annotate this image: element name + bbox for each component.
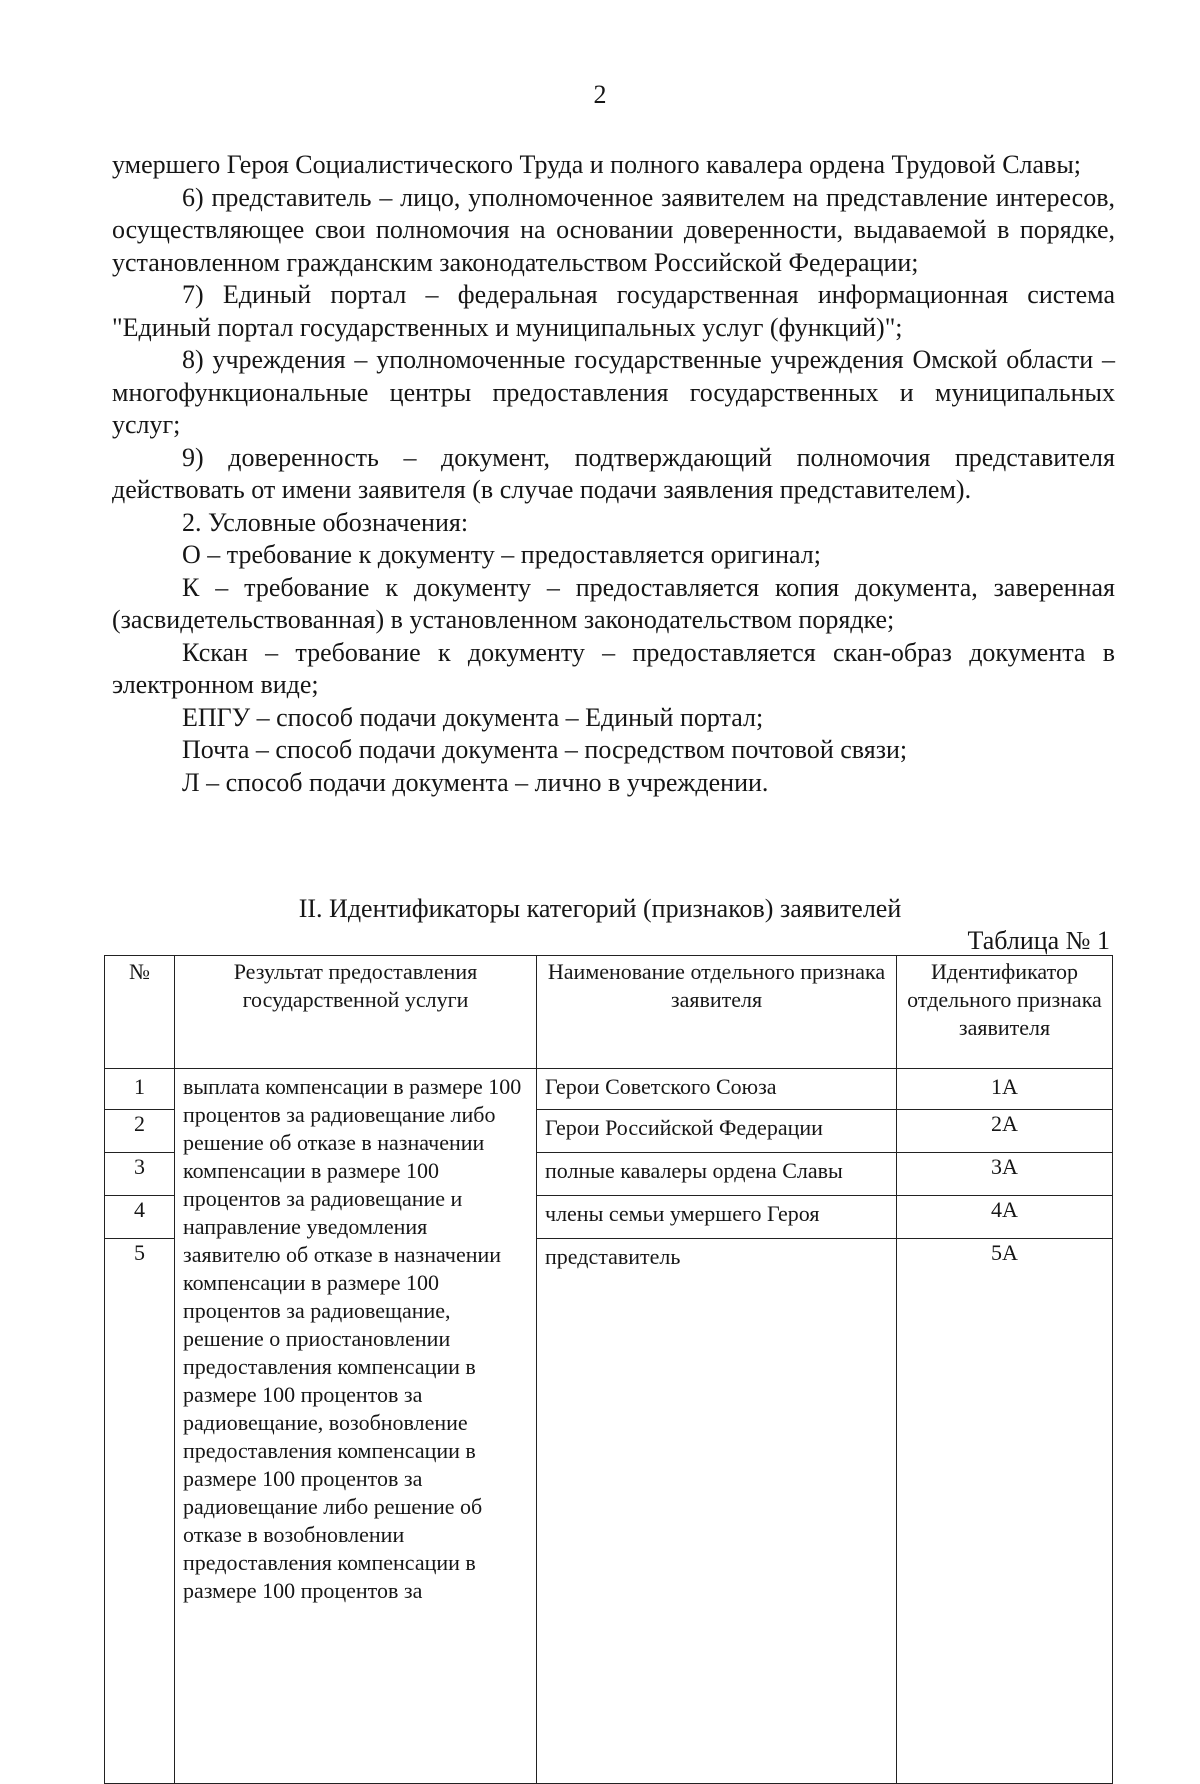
row-identifier: 1А	[897, 1069, 1113, 1110]
paragraph: Л – способ подачи документа – лично в учреждении.	[182, 767, 769, 797]
paragraph: ЕПГУ – способ подачи документа – Единый портал;	[182, 702, 764, 732]
table-row	[105, 1069, 1113, 1110]
row-sign: представитель	[537, 1239, 897, 1784]
paragraph: Кскан – требование к документу – предоставляется скан-образ документа в электронном виде;	[112, 637, 1115, 699]
result-cell: выплата компенсации в размере 100 процентов за радиовещание либо решение об отказе в назначении компенсации в размере 100 процентов за радиовещание и направление уведомления заявителю об отказе в назначении компенсации в размере 100 процентов за радиовещание, решение о приостановлении предоставления компенсации в размере 100 процентов за радиовещание, возобновление предоставления компенсации в размере 100 процентов за радиовещание либо решение об отказе в возобновлении предоставления компенсации в размере 100 процентов за	[175, 1069, 537, 1784]
row-identifier: 3А	[897, 1153, 1113, 1196]
section-title: II. Идентификаторы категорий (признаков) заявителей	[298, 894, 902, 923]
paragraph: 8) учреждения – уполномоченные государственные учреждения Омской области – многофункциональные центры предоставления государственных и муниципальных услуг;	[112, 345, 1115, 439]
row-num: 4	[105, 1196, 175, 1239]
paragraph: Почта – способ подачи документа – посредством почтовой связи;	[182, 735, 908, 764]
header-result: Результат предоставления государственной услуги	[175, 956, 537, 1069]
row-identifier: 2А	[897, 1110, 1113, 1153]
row-identifier: 5А	[897, 1239, 1113, 1784]
row-sign: полные кавалеры ордена Славы	[537, 1153, 897, 1196]
row-sign: Герои Российской Федерации	[537, 1110, 897, 1153]
identifiers-table	[104, 955, 1113, 1784]
row-sign: Герои Советского Союза	[537, 1069, 897, 1110]
row-identifier: 4А	[897, 1196, 1113, 1239]
table-header-row	[105, 956, 1113, 1069]
paragraph: 6) представитель – лицо, уполномоченное заявителем на представление интересов, осуществляющее свои полномочия на основании доверенности, выдаваемой в порядке, установленном гражданским законодательством Российской Федерации;	[112, 182, 1115, 277]
paragraph: 7) Единый портал – федеральная государственная информационная система "Единый портал государственных и муниципальных услуг (функций)";	[112, 280, 1115, 342]
page-number: 2	[593, 80, 607, 109]
row-num: 1	[105, 1069, 175, 1110]
header-identifier: Идентификатор отдельного признака заявителя	[897, 956, 1113, 1069]
body-text	[112, 149, 1115, 799]
header-sign: Наименование отдельного признака заявителя	[537, 956, 897, 1069]
paragraph: К – требование к документу – предоставляется копия документа, заверенная (засвидетельствованная) в установленном законодательством порядке;	[112, 572, 1115, 634]
paragraph: умершего Героя Социалистического Труда и полного кавалера ордена Трудовой Славы;	[112, 150, 1082, 179]
table-caption: Таблица № 1	[967, 926, 1110, 955]
row-num: 2	[105, 1110, 175, 1153]
row-sign: члены семьи умершего Героя	[537, 1196, 897, 1239]
row-num: 3	[105, 1153, 175, 1196]
header-num: №	[105, 956, 175, 1069]
paragraph: 9) доверенность – документ, подтверждающий полномочия представителя действовать от имени заявителя (в случае подачи заявления представителем).	[112, 442, 1115, 504]
paragraph: О – требование к документу – предоставляется оригинал;	[182, 540, 821, 569]
row-num: 5	[105, 1239, 175, 1784]
paragraph: 2. Условные обозначения:	[182, 507, 469, 537]
